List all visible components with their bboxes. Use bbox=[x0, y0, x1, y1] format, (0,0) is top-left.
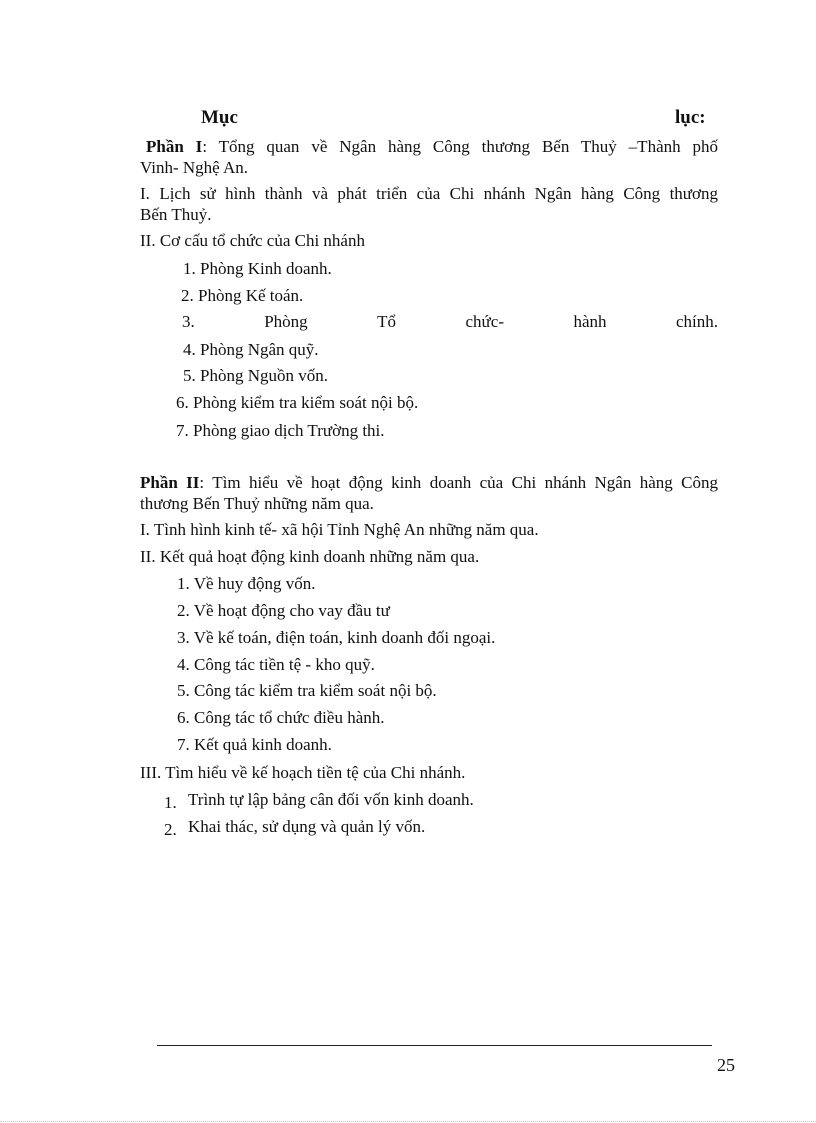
part1-item: 6. Phòng kiểm tra kiểm soát nội bộ. bbox=[176, 393, 419, 412]
toc-title-left: Mục bbox=[201, 107, 238, 128]
part1-item: 5. Phòng Nguồn vốn. bbox=[183, 366, 328, 385]
part2-subitem-number: 1. bbox=[164, 793, 177, 812]
part1-item-3 bbox=[182, 312, 718, 332]
part2-item: 6. Công tác tổ chức điều hành. bbox=[177, 708, 385, 727]
item3-word: 3. bbox=[182, 312, 195, 331]
item3-word: chính. bbox=[675, 312, 718, 331]
item3-word: chức- bbox=[465, 312, 504, 331]
part2-section3: III. Tìm hiểu về kế hoạch tiền tệ của Chi nhánh. bbox=[140, 763, 466, 782]
footer-rule bbox=[157, 1045, 712, 1046]
part1-item: 1. Phòng Kinh doanh. bbox=[183, 259, 332, 278]
part2-item: 2. Về hoạt động cho vay đầu tư bbox=[177, 601, 390, 620]
part2-subitem-text: Trình tự lập bảng cân đối vốn kinh doanh. bbox=[188, 790, 474, 809]
item3-word: Phòng bbox=[264, 312, 308, 331]
page-number: 25 bbox=[717, 1055, 735, 1075]
part2-heading-line2: thương Bến Thuỷ những năm qua. bbox=[140, 494, 374, 513]
part2-item: 1. Về huy động vốn. bbox=[177, 574, 316, 593]
part2-section1: I. Tình hình kinh tế- xã hội Tỉnh Nghệ An những năm qua. bbox=[140, 520, 539, 539]
part2-item: 3. Về kế toán, điện toán, kinh doanh đối ngoại. bbox=[177, 628, 496, 647]
item3-word: Tổ bbox=[377, 312, 397, 331]
part2-label: Phần II bbox=[140, 473, 200, 492]
part1-section2: II. Cơ cấu tổ chức của Chi nhánh bbox=[140, 231, 365, 250]
page-edge-dotted-line bbox=[0, 1121, 816, 1122]
part2-item: 5. Công tác kiểm tra kiểm soát nội bộ. bbox=[177, 681, 437, 700]
part1-item: 4. Phòng Ngân quỹ. bbox=[183, 340, 319, 359]
part1-label: Phần I bbox=[146, 137, 203, 156]
part1-heading-line1 bbox=[146, 137, 718, 157]
part1-item: 2. Phòng Kế toán. bbox=[181, 286, 304, 305]
part2-title: : Tìm hiểu về hoạt động kinh doanh của Chi nhánh Ngân hàng Công bbox=[199, 473, 718, 492]
part2-section2: II. Kết quả hoạt động kinh doanh những năm qua. bbox=[140, 547, 480, 566]
part1-item: 7. Phòng giao dịch Trường thi. bbox=[176, 421, 385, 440]
part2-subitem-number: 2. bbox=[164, 820, 177, 839]
part1-heading-line2: Vinh- Nghệ An. bbox=[140, 158, 249, 177]
part1-section1-line1: I. Lịch sử hình thành và phát triển của Chi nhánh Ngân hàng Công thương bbox=[140, 184, 718, 203]
part1-section1-line2: Bến Thuỷ. bbox=[140, 205, 212, 224]
part2-item: 4. Công tác tiền tệ - kho quỹ. bbox=[177, 655, 375, 674]
part1-title: : Tổng quan về Ngân hàng Công thương Bến Thuỷ –Thành phố bbox=[202, 137, 718, 156]
item3-word: hành bbox=[573, 312, 607, 331]
part2-heading-line1 bbox=[140, 473, 718, 493]
toc-title-right: lục: bbox=[675, 107, 706, 128]
part2-item: 7. Kết quả kinh doanh. bbox=[177, 735, 332, 754]
part2-subitem-text: Khai thác, sử dụng và quản lý vốn. bbox=[188, 817, 426, 836]
